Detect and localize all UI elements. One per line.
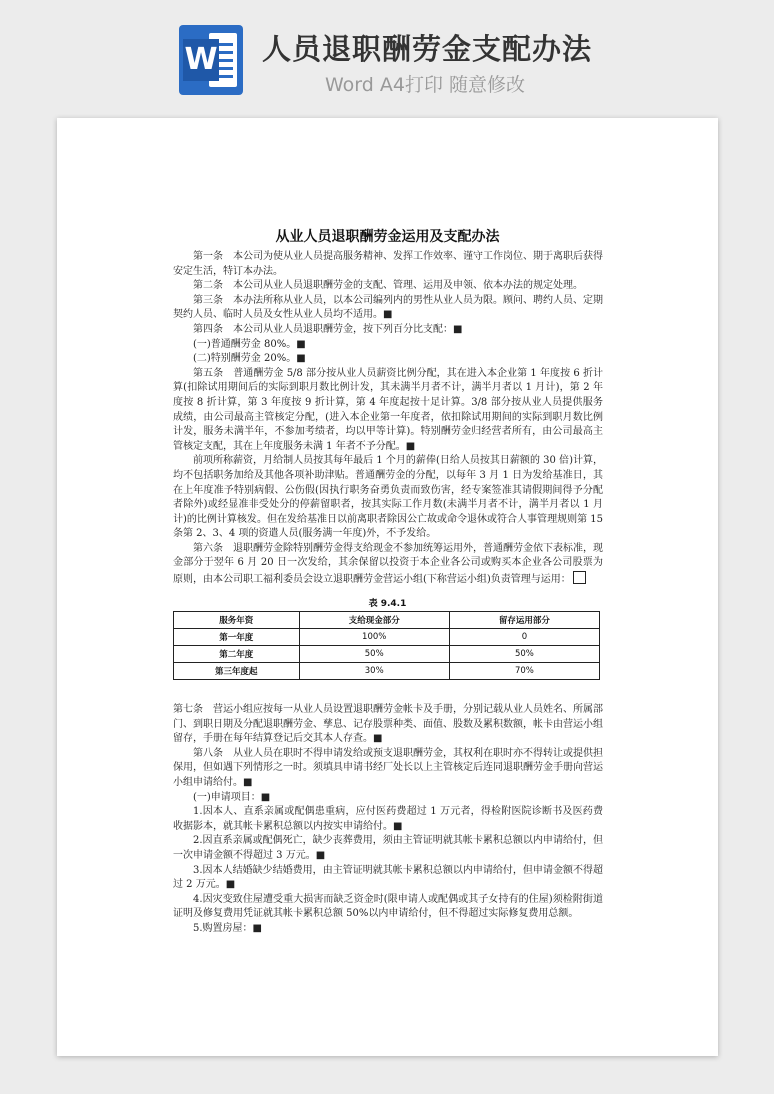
table-row — [174, 629, 600, 646]
checkbox-square — [573, 571, 586, 584]
word-icon — [179, 25, 243, 95]
paragraph: (一)申请项目：■ — [193, 791, 271, 803]
table-caption: 表 9.4.1 — [368, 599, 407, 609]
document-body-part-1 — [173, 250, 603, 588]
document-title: 从业人员退职酬劳金运用及支配办法 — [275, 229, 500, 245]
paragraph: (二)特别酬劳金 20%。■ — [193, 353, 306, 365]
banner-title: 人员退职酬劳金支配办法 — [262, 32, 593, 66]
paragraph: 3.因本人结婚缺少结婚费用，由主管证明就其帐卡累积总额以内申请给付，但申请金额不得超过 2 万元。■ — [173, 864, 603, 891]
banner-subtitle: Word A4打印 随意修改 — [325, 74, 526, 96]
paragraph: 1.因本人、直系亲属或配偶患重病，应付医药费超过 1 万元者，得检附医院诊断书及医药费收据影本，就其帐卡累积总额以内按实申请给付。■ — [173, 806, 603, 832]
paragraph: 第七条 营运小组应按每一从业人员设置退职酬劳金帐卡及手册，分别记载从业人员姓名、所属部门、到职日期及分配退职酬劳金、孳息、记存股票种类、面值、股数及累积数额，帐卡由营运小组留存，手册在每年结算登记后交其本人存查。■ — [173, 704, 603, 745]
paragraph: 前项所称薪资，月给制人员按其每年最后 1 个月的薪俸(日给人员按其日薪额的 30 倍)计算，均不包括职务加给及其他各项补助津贴。普通酬劳金的分配，以每年 3 月 1 日为发给基准日，其在上年度准予特别病假、公伤假(因执行职务奋勇负责而致伤害，经专案签准其请假期间得予分配者除外)或经显准非受处分的停薪留职者，按其实际工作月数(未满半月者不计，满半月者以 1 月计)的比例计算核发。但在发给基准日以前离职者除因公亡故或命令退休或符合人事管理规则第 15 条第 2、3、4 项的资遣人员(服务满一年度)外，不予发给。 — [173, 455, 603, 540]
table-cell: 50% — [299, 646, 449, 663]
table-header: 支给现金部分 — [299, 612, 449, 629]
table-cell: 100% — [299, 629, 449, 646]
paragraph: 第五条 普通酬劳金 5/8 部分按从业人员薪资比例分配，其在进入本企业第 1 年度按 6 折计算(扣除试用期间后的实际到职月数比例计发，其未满半月者不计，满半月者以 1 月计)，第 2 年度按 8 折计算，第 3 年度按 9 折计算，第 4 年度起按十足计算。3/8 部分按从业人员提供服务成绩，由公司最高主管核定分配，(进入本企业第一年度者，依扣除试用期间的实际到职月数比例计发，服务未满半年，不参加考绩者，均以甲等计算)。特别酬劳金归经营者所有，由公司最高主管核定支配，其在上年度服务未满 1 年者不予分配。■ — [173, 367, 603, 452]
paragraph-text: 第六条 退职酬劳金除特别酬劳金得支给现金不参加统筹运用外，普通酬劳金依下表标准，现金部分于翌年 6 月 20 日一次发给，其余保留以投资于本企业各公司或购买本企业各公司股票为原则，由本公司职工福利委员会设立退职酬劳金营运小组(下称营运小组)负责管理与运用： — [173, 542, 603, 586]
paragraph: 第一条 本公司为使从业人员提高服务精神、发挥工作效率、谨守工作岗位、期于离职后获得安定生活，特订本办法。 — [173, 251, 603, 277]
document-body-part-2 — [173, 703, 603, 937]
paragraph: 2.因直系亲属或配偶死亡，缺少丧葬费用，须由主管证明就其帐卡累积总额以内申请给付，但一次申请金额不得超过 3 万元。■ — [173, 835, 603, 861]
table-row — [174, 646, 600, 663]
document-page — [57, 118, 718, 1056]
paragraph-with-box — [173, 542, 603, 588]
table-header: 留存运用部分 — [449, 612, 599, 629]
paragraph: 5.购置房屋：■ — [193, 922, 262, 934]
paragraph: 第二条 本公司从业人员退职酬劳金的支配、管理、运用及申领、依本办法的规定处理。 — [193, 280, 583, 292]
table-cell: 70% — [449, 663, 599, 680]
table-cell: 30% — [299, 663, 449, 680]
paragraph: 4.因灾变致住屋遭受重大损害而缺乏资金时(限申请人或配偶或其子女持有的住屋)须检附街道证明及修复费用凭证就其帐卡累积总额 50%以内申请给付，但不得超过实际修复费用总额。 — [173, 893, 603, 920]
data-table — [173, 611, 600, 680]
table-header: 服务年资 — [174, 612, 300, 629]
table-cell: 0 — [449, 629, 599, 646]
paragraph: 第四条 本公司从业人员退职酬劳金，按下列百分比支配：■ — [193, 323, 463, 335]
paragraph: 第八条 从业人员在职时不得申请发给或预支退职酬劳金，其权利在职时亦不得转让或提供担保用，但如遇下列情形之一时。须填具申请书经厂处长以上主管核定后连同退职酬劳金手册向营运小组申请给付。■ — [173, 747, 603, 788]
paragraph: (一)普通酬劳金 80%。■ — [193, 338, 306, 350]
table-cell: 50% — [449, 646, 599, 663]
table-cell: 第三年度起 — [174, 663, 300, 680]
table-cell: 第二年度 — [174, 646, 300, 663]
word-icon-letter: W — [183, 39, 219, 81]
paragraph: 第三条 本办法所称从业人员，以本公司编列内的男性从业人员为限。顾问、聘约人员、定期契约人员、临时人员及女性从业人员均不适用。■ — [173, 294, 603, 321]
page-banner — [0, 0, 774, 118]
table-header-row — [174, 612, 600, 629]
table-cell: 第一年度 — [174, 629, 300, 646]
table-row — [174, 663, 600, 680]
